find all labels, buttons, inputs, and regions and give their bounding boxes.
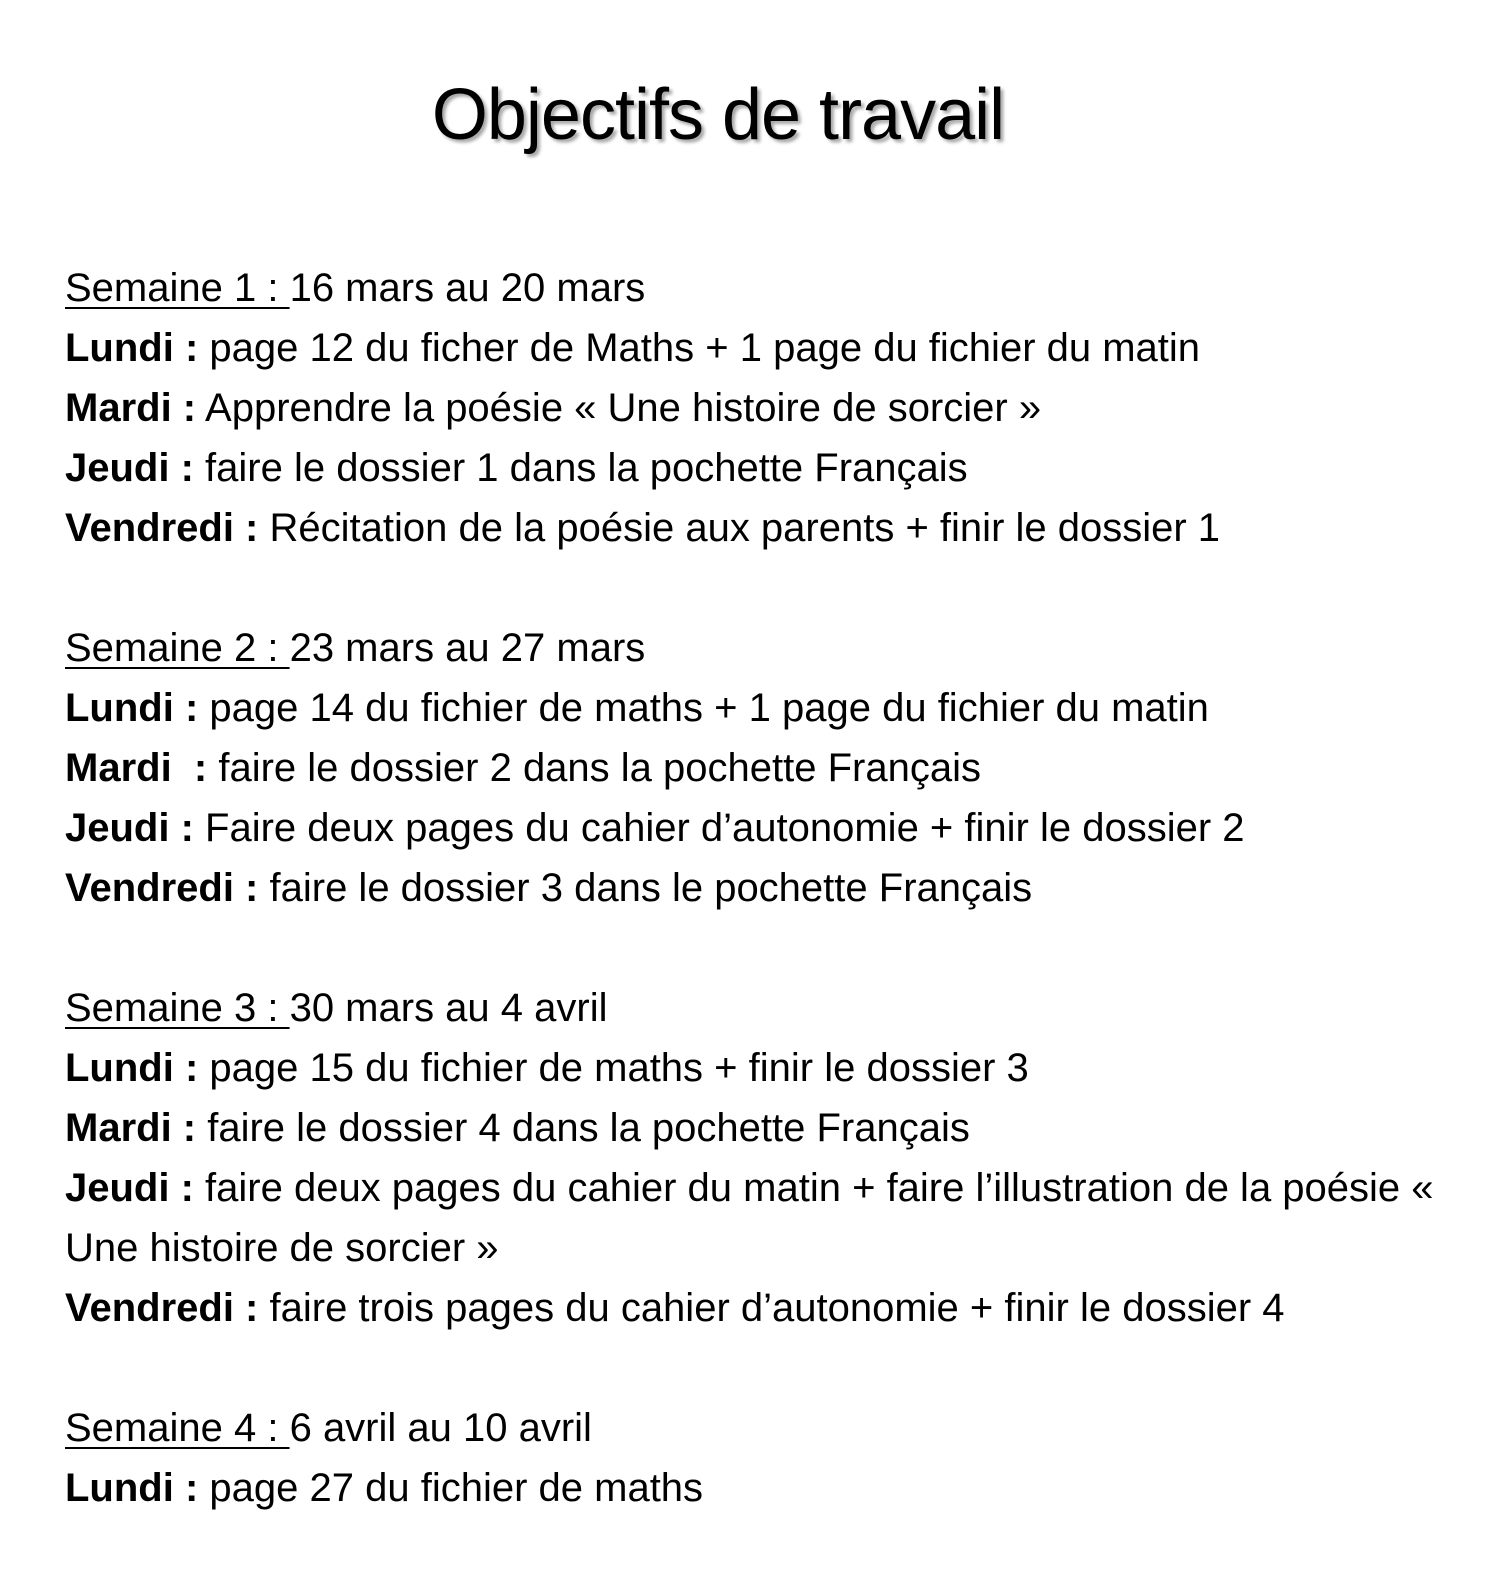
week-label: Semaine 1 :: [65, 266, 290, 310]
week-heading: [65, 618, 1475, 678]
day-task: faire deux pages du cahier du matin + faire l’illustration de la poésie « Une histoire de sorcier »: [65, 1166, 1434, 1270]
week-heading: [65, 1398, 1475, 1458]
day-task: page 27 du fichier de maths: [198, 1466, 704, 1510]
week-heading: [65, 978, 1475, 1038]
week-heading: [65, 258, 1475, 318]
day-label: Mardi :: [65, 1106, 197, 1150]
day-row: [65, 738, 1475, 798]
day-task: page 15 du fichier de maths + finir le dossier 3: [198, 1046, 1029, 1090]
day-label: Vendredi :: [65, 506, 259, 550]
day-task: faire le dossier 3 dans le pochette Français: [258, 866, 1033, 910]
weekly-plan: [65, 258, 1475, 1578]
page-title: Objectifs de travail: [431, 75, 1005, 155]
day-task: Apprendre la poésie « Une histoire de sorcier »: [196, 386, 1042, 430]
day-row: [65, 1458, 1475, 1518]
day-label: Mardi :: [65, 746, 208, 790]
day-row: [65, 1158, 1475, 1278]
day-task: Faire deux pages du cahier d’autonomie + finir le dossier 2: [193, 806, 1245, 850]
day-task: page 12 du ficher de Maths + 1 page du fichier du matin: [198, 326, 1201, 370]
week-label: Semaine 2 :: [65, 626, 290, 670]
week-label: Semaine 3 :: [65, 986, 290, 1030]
day-label: Mardi :: [65, 386, 197, 430]
day-row: [65, 318, 1475, 378]
day-task: page 14 du fichier de maths + 1 page du fichier du matin: [198, 686, 1209, 730]
day-row: [65, 1098, 1475, 1158]
day-label: Lundi :: [65, 686, 199, 730]
day-row: [65, 1038, 1475, 1098]
week-1: [65, 258, 1475, 558]
day-label: Jeudi :: [65, 1166, 194, 1210]
week-3: [65, 978, 1475, 1338]
week-dates: 23 mars au 27 mars: [289, 626, 646, 670]
day-task: Récitation de la poésie aux parents + finir le dossier 1: [258, 506, 1221, 550]
day-row: [65, 798, 1475, 858]
day-label: Lundi :: [65, 1046, 199, 1090]
week-2: [65, 618, 1475, 918]
week-label: Semaine 4 :: [65, 1406, 290, 1450]
day-task: faire le dossier 2 dans la pochette Français: [207, 746, 981, 790]
week-dates: 6 avril au 10 avril: [289, 1406, 592, 1450]
day-label: Vendredi :: [65, 1286, 259, 1330]
day-label: Lundi :: [65, 1466, 199, 1510]
day-task: faire trois pages du cahier d’autonomie + finir le dossier 4: [258, 1286, 1285, 1330]
day-label: Vendredi :: [65, 866, 259, 910]
day-row: [65, 678, 1475, 738]
day-row: [65, 858, 1475, 918]
day-label: Jeudi :: [65, 446, 194, 490]
day-label: Jeudi :: [65, 806, 194, 850]
day-row: [65, 1278, 1475, 1338]
day-row: [65, 438, 1475, 498]
day-row: [65, 498, 1475, 558]
day-task: faire le dossier 4 dans la pochette Français: [196, 1106, 970, 1150]
day-label: Lundi :: [65, 326, 199, 370]
week-4: [65, 1398, 1475, 1518]
week-dates: 30 mars au 4 avril: [289, 986, 608, 1030]
day-row: [65, 378, 1475, 438]
day-task: faire le dossier 1 dans la pochette Français: [193, 446, 968, 490]
week-dates: 16 mars au 20 mars: [289, 266, 646, 310]
